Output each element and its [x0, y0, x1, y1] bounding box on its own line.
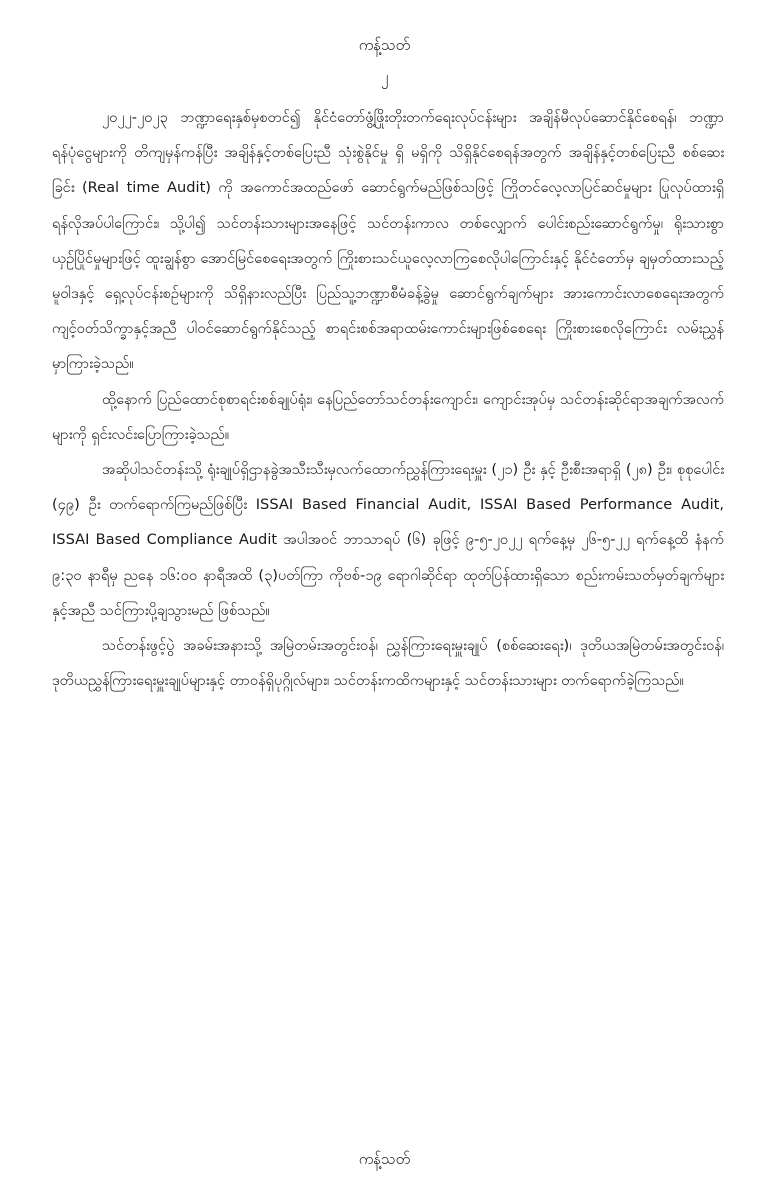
page-number: ၂ [380, 68, 389, 86]
paragraph-opening-guidance: ၂၀၂၂-၂၀၂၃ ဘဏ္ဍာရေးနှစ်မှစတင်၍ နိုင်ငံတော်ဖွံ့ဖြိုးတိုးတက်ရေးလုပ်ငန်းများ အချိန်မီလုပ်ဆောင်နိုင်စေရန်၊ ဘဏ္ဍာရန်ပုံငွေများကို တိကျမှန်ကန်ပြီး အချိန်နှင့်တစ်ပြေးညီ သုံးစွဲနိုင်မှု ရှိ မရှိကို သိရှိနိုင်စေရန်အတွက် အချိန်နှင့်တစ်ပြေးညီ စစ်ဆေးခြင်း (Real time Audit) ကို အကောင်အထည်ဖော် ဆောင်ရွက်မည်ဖြစ်သဖြင့် ကြိုတင်လေ့လာပြင်ဆင်မှုများ ပြုလုပ်ထားရှိရန်လိုအပ်ပါကြောင်း၊ သို့ပါ၍ သင်တန်းသားများအနေဖြင့် သင်တန်းကာလ တစ်လျှောက် ပေါင်းစည်းဆောင်ရွက်မှု၊ ရိုးသားစွာယှဉ်ပြိုင်မှုများဖြင့် ထူးချွန်စွာ အောင်မြင်စေရေးအတွက် ကြိုးစားသင်ယူလေ့လာကြစေလိုပါကြောင်းနှင့် နိုင်ငံတော်မှ ချမှတ်ထားသည့် မူဝါဒနှင့် ရှေ့လုပ်ငန်းစဉ်များကို သိရှိနားလည်ပြီး ပြည်သူ့ဘဏ္ဍာစီမံခန့်ခွဲမှု ဆောင်ရွက်ချက်များ အားကောင်းလာစေရေးအတွက် ကျင့်ဝတ်သိက္ခာနှင့်အညီ ပါဝင်ဆောင်ရွက်နိုင်သည့် စာရင်းစစ်အရာထမ်းကောင်းများဖြစ်စေရေး ကြိုးစားစေလိုကြောင်း လမ်းညွှန်မှာကြားခဲ့သည်။ [52, 109, 724, 373]
paragraph-course-details: အဆိုပါသင်တန်းသို့ ရုံးချုပ်ရှိဌာနခွဲအသီးသီးမှလက်ထောက်ညွှန်ကြားရေးမှူး (၂၁) ဦး နှင့် ဦးစီးအရာရှိ (၂၈) ဦး၊ စုစုပေါင်း (၄၉) ဦး တက်ရောက်ကြမည်ဖြစ်ပြီး ISSAI Based Financial Audit, ISSAI Based Performance Audit, ISSAI Based Compliance Audit အပါအဝင် ဘာသာရပ် (၆) ခုဖြင့် ၉-၅-၂၀၂၂ ရက်နေ့မှ ၂၆-၅-၂၂ ရက်နေ့ထိ နံနက် ၉:၃၀ နာရီမှ ညနေ ၁၆:၀၀ နာရီအထိ (၃)ပတ်ကြာ ကိုဗစ်-၁၉ ရောဂါဆိုင်ရာ ထုတ်ပြန်ထားရှိသော စည်းကမ်းသတ်မှတ်ချက်များနှင့်အညီ သင်ကြားပို့ချသွားမည် ဖြစ်သည်။ [52, 461, 724, 619]
footer-classification: ကန့်သတ် [358, 1150, 411, 1168]
header-classification: ကန့်သတ် [358, 36, 411, 54]
document-body [52, 100, 724, 698]
paragraph-school-briefing: ထို့နောက် ပြည်ထောင်စုစာရင်းစစ်ချုပ်ရုံး၊ နေပြည်တော်သင်တန်းကျောင်း၊ ကျောင်းအုပ်မှ သင်တန်းဆိုင်ရာအချက်အလက်များကို ရှင်းလင်းပြောကြားခဲ့သည်။ [52, 390, 724, 443]
paragraph-attendees: သင်တန်းဖွင့်ပွဲ အခမ်းအနားသို့ အမြဲတမ်းအတွင်းဝန်၊ ညွှန်ကြားရေးမှူးချုပ် (စစ်ဆေးရေး)၊ ဒုတိယအမြဲတမ်းအတွင်းဝန်၊ ဒုတိယညွှန်ကြားရေးမှူးချုပ်များနှင့် တာဝန်ရှိပုဂ္ဂိုလ်များ၊ သင်တန်းကထိကများနှင့် သင်တန်းသားများ တက်ရောက်ခဲ့ကြသည်။ [52, 637, 724, 690]
